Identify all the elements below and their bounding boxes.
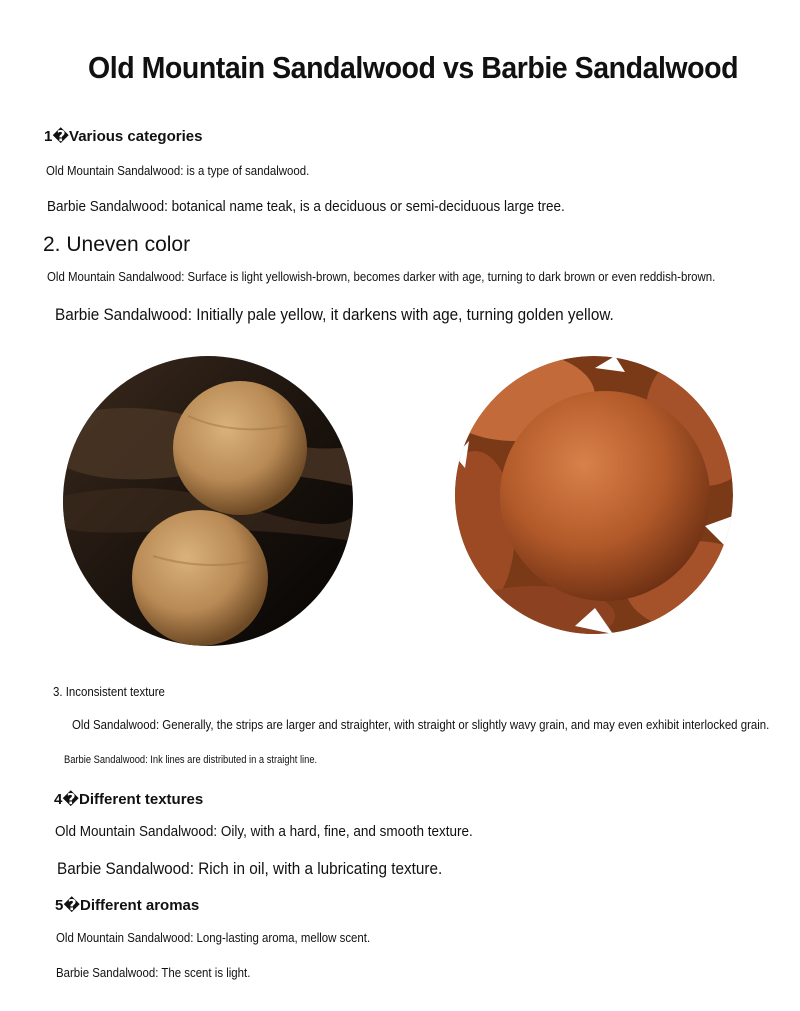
section-4-line-2: Barbie Sandalwood: Rich in oil, with a lubricating texture. bbox=[57, 859, 443, 878]
section-5-line-1: Old Mountain Sandalwood: Long-lasting aroma, mellow scent. bbox=[56, 930, 371, 945]
section-3-line-2: Barbie Sandalwood: Ink lines are distributed in a straight line. bbox=[64, 754, 318, 766]
section-4-heading: 4�Different textures bbox=[54, 791, 204, 808]
barbie-sandalwood-beads-image bbox=[455, 356, 733, 634]
section-4-line-1: Old Mountain Sandalwood: Oily, with a hard, fine, and smooth texture. bbox=[55, 823, 473, 840]
old-mountain-sandalwood-beads-image bbox=[63, 356, 353, 646]
section-2-line-1: Old Mountain Sandalwood: Surface is light yellowish-brown, becomes darker with age, turning to dark brown or even reddish-brown. bbox=[47, 269, 716, 284]
section-1-heading: 1�Various categories bbox=[44, 128, 203, 145]
section-2-line-2: Barbie Sandalwood: Initially pale yellow, it darkens with age, turning golden yellow. bbox=[55, 305, 614, 324]
section-5-line-2: Barbie Sandalwood: The scent is light. bbox=[56, 965, 251, 980]
section-1-line-2: Barbie Sandalwood: botanical name teak, is a deciduous or semi-deciduous large tree. bbox=[47, 198, 565, 215]
section-1-line-1: Old Mountain Sandalwood: is a type of sandalwood. bbox=[46, 163, 310, 178]
section-2-heading: 2. Uneven color bbox=[43, 233, 191, 256]
section-3-heading: 3. Inconsistent texture bbox=[53, 684, 165, 699]
page-title: Old Mountain Sandalwood vs Barbie Sandalwood bbox=[88, 50, 739, 85]
section-3-line-1: Old Sandalwood: Generally, the strips are larger and straighter, with straight or slightly wavy grain, and may even exhibit interlocked grain. bbox=[72, 717, 770, 732]
section-5-heading: 5�Different aromas bbox=[55, 897, 200, 914]
